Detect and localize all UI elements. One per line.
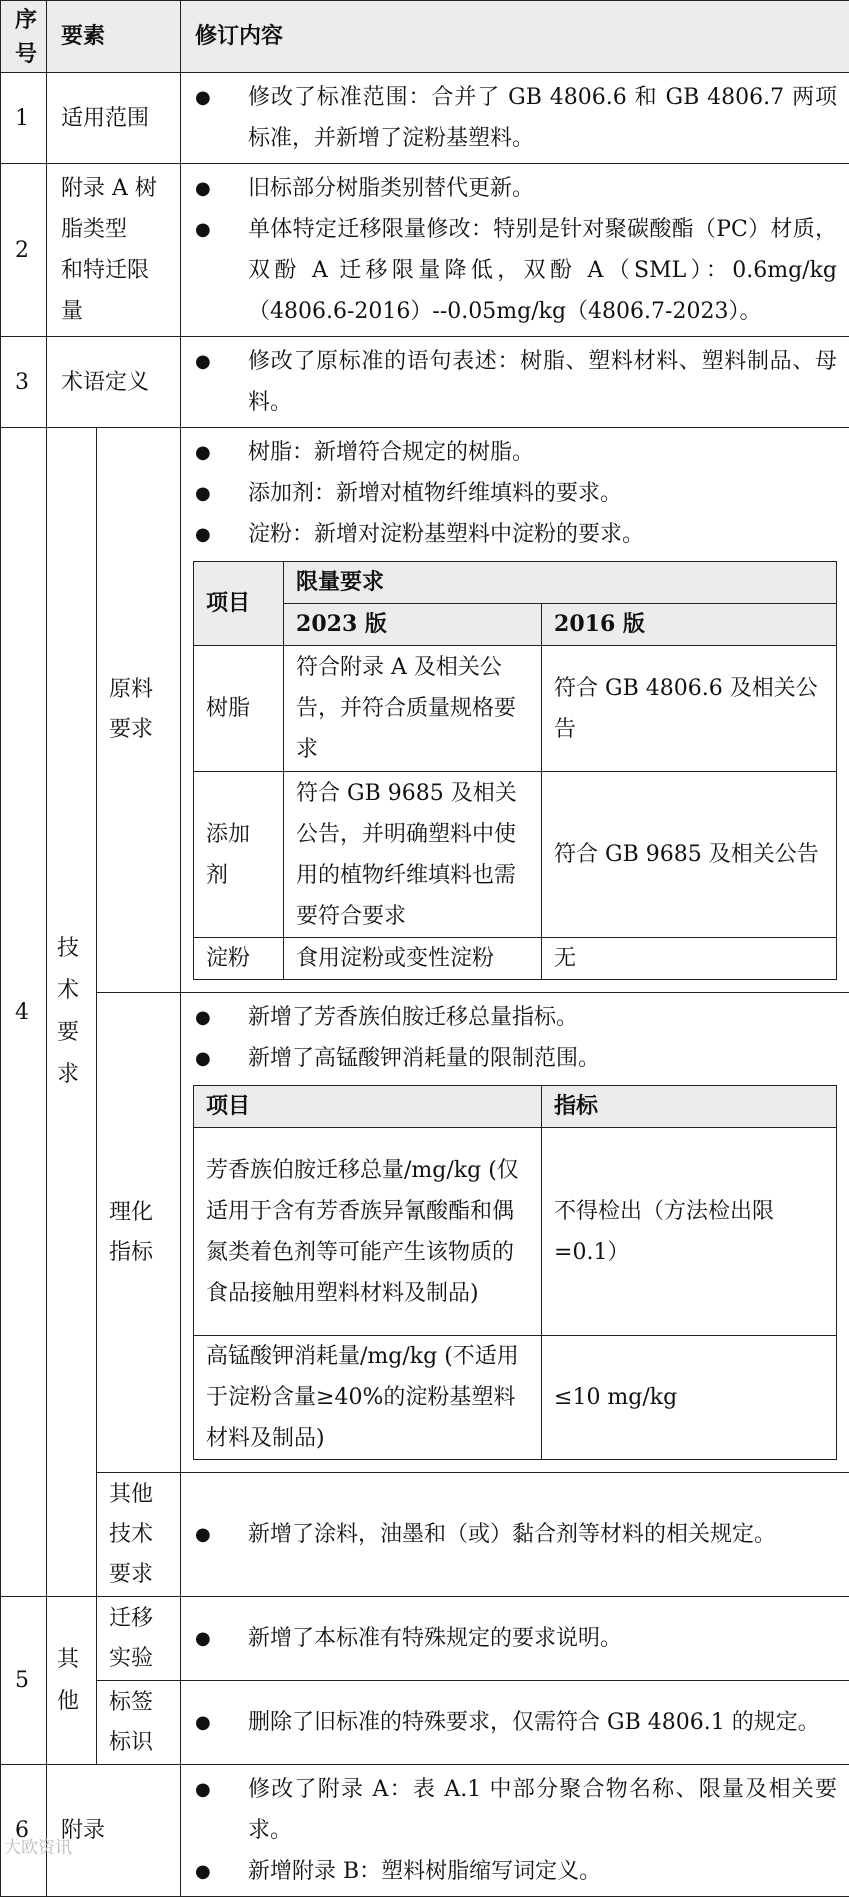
- bullet: ● 修改了附录 A：表 A.1 中部分聚合物名称、限量及相关要求。: [193, 1769, 837, 1851]
- row-4-num: 4: [1, 428, 47, 1597]
- row-2-bullets: [193, 168, 837, 332]
- raw-table-h-2016: 2016 版: [542, 604, 837, 646]
- bullet: ● 修改了原标准的语句表述：树脂、塑料材料、塑料制品、母料。: [193, 341, 837, 423]
- raw-2023: 符合附录 A 及相关公告，并符合质量规格要求: [284, 646, 542, 772]
- header-num: 序号: [1, 1, 47, 73]
- table-row: [194, 1336, 837, 1460]
- row-1: [1, 73, 849, 164]
- table-row: [194, 646, 837, 772]
- header-content: 修订内容: [181, 1, 849, 73]
- row-2-element: [47, 164, 181, 337]
- raw-table-h-2023: 2023 版: [284, 604, 542, 646]
- raw-bullets: [193, 432, 837, 555]
- bullet: ● 新增了涂料，油墨和（或）黏合剂等材料的相关规定。: [193, 1514, 837, 1555]
- labelling-bullets: [193, 1702, 837, 1743]
- row-3: [1, 337, 849, 428]
- other-label: 其他技术要求: [97, 1473, 181, 1597]
- phys-value: 不得检出（方法检出限=0.1）: [542, 1128, 837, 1336]
- phys-table-header: [194, 1086, 837, 1128]
- row-6-num: 6: [1, 1765, 47, 1897]
- row-2-element-line1: 附录 A 树脂类型: [61, 168, 166, 250]
- bullet: ● 修改了标准范围：合并了 GB 4806.6 和 GB 4806.7 两项标准，并新增了淀粉基塑料。: [193, 77, 837, 159]
- row-2-num: 2: [1, 164, 47, 337]
- bullet: ● 新增附录 B：塑料树脂缩写词定义。: [193, 1851, 837, 1892]
- phys-item: 高锰酸钾消耗量/mg/kg (不适用于淀粉含量≥40%的淀粉基塑料材料及制品): [194, 1336, 542, 1460]
- phys-value: ≤10 mg/kg: [542, 1336, 837, 1460]
- raw-item: 添加剂: [194, 772, 284, 938]
- raw-label: 原料要求: [97, 428, 181, 993]
- row-6-bullets: [193, 1769, 837, 1892]
- row-4-element: 技术要求: [47, 428, 97, 1597]
- raw-table-h-item: 项目: [194, 562, 284, 646]
- bullet: ● 新增了芳香族伯胺迁移总量指标。: [193, 997, 837, 1038]
- bullet: ● 添加剂：新增对植物纤维填料的要求。: [193, 473, 837, 514]
- bullet: ● 淀粉：新增对淀粉基塑料中淀粉的要求。: [193, 514, 837, 555]
- row-5-label: [1, 1681, 849, 1765]
- raw-material-table: [193, 561, 837, 980]
- header-row: [1, 1, 849, 73]
- row-5-num: 5: [1, 1597, 47, 1765]
- row-5-migration: [1, 1597, 849, 1681]
- header-element: 要素: [47, 1, 181, 73]
- phys-label: 理化指标: [97, 993, 181, 1473]
- row-3-num: 3: [1, 337, 47, 428]
- phys-index-table: [193, 1085, 837, 1460]
- row-1-element: 适用范围: [47, 73, 181, 164]
- row-3-element: 术语定义: [47, 337, 181, 428]
- phys-table-h-item: 项目: [194, 1086, 542, 1128]
- bullet: ● 单体特定迁移限量修改：特别是针对聚碳酸酯（PC）材质，双酚 A 迁移限量降低，双酚 A（SML）：0.6mg/kg（4806.6-2016）--0.05mg/kg（4806.7-2023）。: [193, 209, 837, 332]
- table-row: [194, 1128, 837, 1336]
- row-1-bullets: [193, 77, 837, 159]
- bullet: ● 旧标部分树脂类别替代更新。: [193, 168, 837, 209]
- row-4-phys: [1, 993, 849, 1473]
- watermark: 大欧资讯: [4, 1833, 72, 1858]
- raw-2023: 符合 GB 9685 及相关公告，并明确塑料中使用的植物纤维填料也需要符合要求: [284, 772, 542, 938]
- row-4-other: [1, 1473, 849, 1597]
- phys-item: 芳香族伯胺迁移总量/mg/kg (仅适用于含有芳香族异氰酸酯和偶氮类着色剂等可能产生该物质的食品接触用塑料材料及制品): [194, 1128, 542, 1336]
- raw-table-h-limit: 限量要求: [284, 562, 837, 604]
- raw-2023: 食用淀粉或变性淀粉: [284, 938, 542, 980]
- migration-bullets: [193, 1618, 837, 1659]
- raw-2016: 符合 GB 9685 及相关公告: [542, 772, 837, 938]
- raw-item: 淀粉: [194, 938, 284, 980]
- raw-2016: 无: [542, 938, 837, 980]
- raw-table-header-1: [194, 562, 837, 604]
- table-row: [194, 938, 837, 980]
- row-2: [1, 164, 849, 337]
- migration-label: 迁移实验: [97, 1597, 181, 1681]
- phys-table-h-index: 指标: [542, 1086, 837, 1128]
- bullet: ● 树脂：新增符合规定的树脂。: [193, 432, 837, 473]
- row-5-element: 其他: [47, 1597, 97, 1765]
- labelling-label: 标签标识: [97, 1681, 181, 1765]
- raw-2016: 符合 GB 4806.6 及相关公告: [542, 646, 837, 772]
- row-6-element: 附录: [47, 1765, 181, 1897]
- row-3-bullets: [193, 341, 837, 423]
- bullet: ● 新增了高锰酸钾消耗量的限制范围。: [193, 1038, 837, 1079]
- bullet: ● 删除了旧标准的特殊要求，仅需符合 GB 4806.1 的规定。: [193, 1702, 837, 1743]
- phys-bullets: [193, 997, 837, 1079]
- row-2-element-line2: 和特迁限量: [61, 250, 166, 332]
- row-1-num: 1: [1, 73, 47, 164]
- table-row: [194, 772, 837, 938]
- other-bullets: [193, 1514, 837, 1555]
- bullet: ● 新增了本标准有特殊规定的要求说明。: [193, 1618, 837, 1659]
- row-4-raw: [1, 428, 849, 993]
- raw-item: 树脂: [194, 646, 284, 772]
- raw-table-header-2: [194, 604, 837, 646]
- row-6: [1, 1765, 849, 1897]
